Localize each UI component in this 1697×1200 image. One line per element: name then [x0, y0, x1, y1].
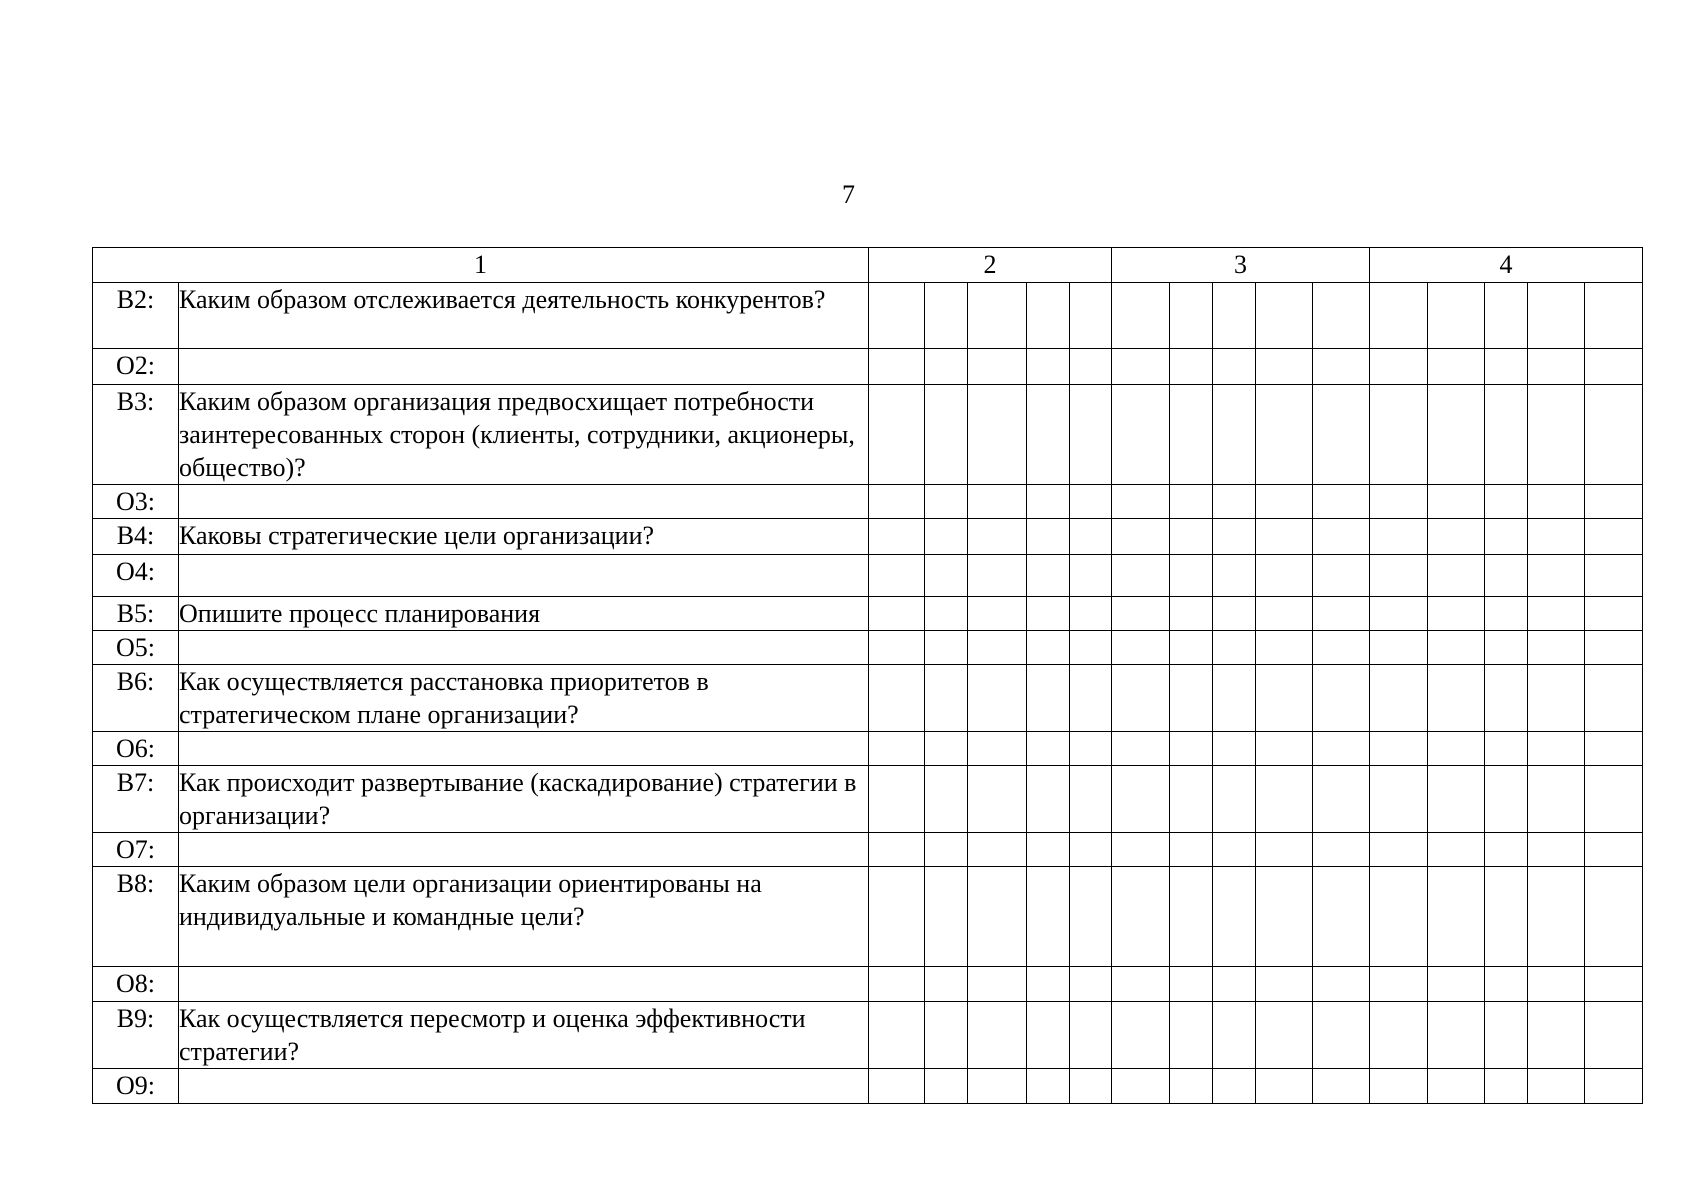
grid-cell: [1370, 555, 1428, 597]
grid-cell: [1313, 732, 1370, 766]
row-code: В4:: [93, 519, 179, 555]
header-col-3: 3: [1112, 248, 1370, 283]
grid-cell: [968, 1069, 1027, 1104]
grid-cell: [925, 833, 968, 867]
grid-cell: [1313, 867, 1370, 967]
grid-cell: [869, 485, 925, 519]
grid-cell: [1313, 1069, 1370, 1104]
answer-cell: [179, 485, 869, 519]
grid-cell: [1428, 1002, 1485, 1069]
grid-cell: [1485, 631, 1528, 665]
grid-cell: [1213, 766, 1256, 833]
answer-cell: [179, 631, 869, 665]
grid-cell: [1027, 385, 1070, 485]
grid-cell: [1585, 283, 1643, 349]
grid-cell: [1112, 1002, 1170, 1069]
grid-cell: [1370, 967, 1428, 1002]
grid-cell: [1027, 597, 1070, 631]
header-col-1: 1: [93, 248, 869, 283]
grid-cell: [1313, 349, 1370, 385]
grid-cell: [1528, 485, 1585, 519]
grid-cell: [1585, 732, 1643, 766]
grid-cell: [1256, 485, 1313, 519]
grid-cell: [1112, 519, 1170, 555]
grid-cell: [1485, 349, 1528, 385]
row-code: В5:: [93, 597, 179, 631]
grid-cell: [1485, 732, 1528, 766]
grid-cell: [1070, 485, 1112, 519]
grid-cell: [869, 967, 925, 1002]
grid-cell: [1485, 385, 1528, 485]
grid-cell: [1528, 519, 1585, 555]
row-code: О4:: [93, 555, 179, 597]
grid-cell: [1170, 1069, 1213, 1104]
grid-cell: [1485, 597, 1528, 631]
answer-cell: [179, 967, 869, 1002]
grid-cell: [968, 519, 1027, 555]
grid-cell: [1027, 1002, 1070, 1069]
table-row: [93, 349, 1643, 385]
grid-cell: [1313, 967, 1370, 1002]
table-row: [93, 766, 1643, 833]
grid-cell: [1428, 833, 1485, 867]
header-row: [93, 248, 1643, 283]
grid-cell: [1313, 597, 1370, 631]
grid-cell: [1585, 385, 1643, 485]
grid-cell: [925, 631, 968, 665]
grid-cell: [1528, 283, 1585, 349]
grid-cell: [1027, 519, 1070, 555]
grid-cell: [1485, 555, 1528, 597]
grid-cell: [1213, 519, 1256, 555]
grid-cell: [1213, 349, 1256, 385]
grid-cell: [1428, 597, 1485, 631]
grid-cell: [1485, 485, 1528, 519]
grid-cell: [1370, 1069, 1428, 1104]
grid-cell: [1428, 485, 1485, 519]
grid-cell: [1112, 1069, 1170, 1104]
grid-cell: [1528, 967, 1585, 1002]
grid-cell: [1370, 597, 1428, 631]
row-code: В3:: [93, 385, 179, 485]
grid-cell: [1585, 597, 1643, 631]
header-col-4: 4: [1370, 248, 1643, 283]
table-row: [93, 732, 1643, 766]
row-code: О3:: [93, 485, 179, 519]
grid-cell: [1256, 967, 1313, 1002]
question-text: Как происходит развертывание (каскадирование) стратегии в организации?: [179, 766, 869, 833]
grid-cell: [869, 766, 925, 833]
grid-cell: [1370, 349, 1428, 385]
row-code: В8:: [93, 867, 179, 967]
grid-cell: [1112, 665, 1170, 732]
grid-cell: [1428, 867, 1485, 967]
grid-cell: [968, 1002, 1027, 1069]
question-text: Как осуществляется расстановка приоритетов в стратегическом плане организации?: [179, 665, 869, 732]
grid-cell: [869, 665, 925, 732]
table-row: [93, 631, 1643, 665]
grid-cell: [1070, 833, 1112, 867]
grid-cell: [1528, 597, 1585, 631]
grid-cell: [1485, 1069, 1528, 1104]
grid-cell: [1370, 631, 1428, 665]
grid-cell: [869, 1002, 925, 1069]
grid-cell: [1528, 665, 1585, 732]
grid-cell: [1585, 665, 1643, 732]
grid-cell: [1485, 833, 1528, 867]
grid-cell: [1213, 867, 1256, 967]
grid-cell: [1070, 555, 1112, 597]
grid-cell: [1070, 519, 1112, 555]
row-code: О5:: [93, 631, 179, 665]
grid-cell: [925, 967, 968, 1002]
grid-cell: [1428, 631, 1485, 665]
answer-cell: [179, 349, 869, 385]
grid-cell: [925, 485, 968, 519]
grid-cell: [1027, 485, 1070, 519]
grid-cell: [1112, 833, 1170, 867]
row-code: В2:: [93, 283, 179, 349]
grid-cell: [869, 732, 925, 766]
grid-cell: [968, 766, 1027, 833]
grid-cell: [968, 967, 1027, 1002]
grid-cell: [1528, 349, 1585, 385]
grid-cell: [1170, 283, 1213, 349]
question-text: Как осуществляется пересмотр и оценка эффективности стратегии?: [179, 1002, 869, 1069]
table-row: [93, 485, 1643, 519]
grid-cell: [1213, 555, 1256, 597]
grid-cell: [1213, 283, 1256, 349]
grid-cell: [1213, 833, 1256, 867]
grid-cell: [1070, 631, 1112, 665]
grid-cell: [1528, 385, 1585, 485]
grid-cell: [1485, 665, 1528, 732]
grid-cell: [1428, 349, 1485, 385]
grid-cell: [1070, 1002, 1112, 1069]
grid-cell: [1027, 555, 1070, 597]
row-code: О2:: [93, 349, 179, 385]
grid-cell: [1428, 519, 1485, 555]
survey-body: [93, 283, 1643, 1104]
grid-cell: [1027, 766, 1070, 833]
grid-cell: [1213, 732, 1256, 766]
grid-cell: [1313, 485, 1370, 519]
grid-cell: [1112, 555, 1170, 597]
grid-cell: [968, 597, 1027, 631]
grid-cell: [968, 283, 1027, 349]
grid-cell: [1213, 1069, 1256, 1104]
grid-cell: [1027, 732, 1070, 766]
grid-cell: [1027, 867, 1070, 967]
header-col-2: 2: [869, 248, 1112, 283]
grid-cell: [1256, 732, 1313, 766]
grid-cell: [1112, 967, 1170, 1002]
question-text: Каким образом цели организации ориентированы на индивидуальные и командные цели?: [179, 867, 869, 967]
row-code: О9:: [93, 1069, 179, 1104]
grid-cell: [1370, 867, 1428, 967]
grid-cell: [925, 665, 968, 732]
grid-cell: [1070, 283, 1112, 349]
grid-cell: [1027, 631, 1070, 665]
grid-cell: [1528, 732, 1585, 766]
grid-cell: [925, 283, 968, 349]
grid-cell: [1370, 665, 1428, 732]
grid-cell: [1256, 519, 1313, 555]
grid-cell: [1070, 967, 1112, 1002]
row-code: О8:: [93, 967, 179, 1002]
grid-cell: [1528, 1069, 1585, 1104]
grid-cell: [1313, 766, 1370, 833]
grid-cell: [968, 732, 1027, 766]
question-text: Каким образом отслеживается деятельность конкурентов?: [179, 283, 869, 349]
grid-cell: [1256, 349, 1313, 385]
grid-cell: [1170, 485, 1213, 519]
grid-cell: [1256, 597, 1313, 631]
grid-cell: [1528, 631, 1585, 665]
grid-cell: [1256, 385, 1313, 485]
grid-cell: [1027, 349, 1070, 385]
answer-cell: [179, 732, 869, 766]
grid-cell: [1485, 1002, 1528, 1069]
grid-cell: [1170, 631, 1213, 665]
grid-cell: [1256, 555, 1313, 597]
grid-cell: [1585, 967, 1643, 1002]
row-code: В9:: [93, 1002, 179, 1069]
grid-cell: [1170, 349, 1213, 385]
grid-cell: [1370, 519, 1428, 555]
grid-cell: [1313, 519, 1370, 555]
grid-cell: [1112, 349, 1170, 385]
grid-cell: [1370, 1002, 1428, 1069]
grid-cell: [1585, 555, 1643, 597]
grid-cell: [1313, 555, 1370, 597]
grid-cell: [968, 833, 1027, 867]
grid-cell: [968, 631, 1027, 665]
grid-cell: [869, 867, 925, 967]
grid-cell: [1070, 732, 1112, 766]
grid-cell: [1528, 766, 1585, 833]
grid-cell: [1370, 283, 1428, 349]
grid-cell: [1370, 385, 1428, 485]
grid-cell: [1027, 665, 1070, 732]
grid-cell: [1170, 867, 1213, 967]
grid-cell: [1170, 1002, 1213, 1069]
grid-cell: [1256, 766, 1313, 833]
grid-cell: [1112, 485, 1170, 519]
grid-cell: [925, 519, 968, 555]
grid-cell: [869, 519, 925, 555]
grid-cell: [1112, 732, 1170, 766]
table-row: [93, 1069, 1643, 1104]
grid-cell: [1170, 833, 1213, 867]
grid-cell: [925, 385, 968, 485]
grid-cell: [968, 555, 1027, 597]
grid-cell: [1213, 1002, 1256, 1069]
grid-cell: [869, 1069, 925, 1104]
grid-cell: [1256, 1002, 1313, 1069]
grid-cell: [1070, 1069, 1112, 1104]
grid-cell: [925, 597, 968, 631]
grid-cell: [968, 867, 1027, 967]
grid-cell: [1528, 1002, 1585, 1069]
table-row: [93, 1002, 1643, 1069]
grid-cell: [1528, 867, 1585, 967]
grid-cell: [1428, 283, 1485, 349]
grid-cell: [1170, 766, 1213, 833]
table-row: [93, 833, 1643, 867]
grid-cell: [1070, 349, 1112, 385]
grid-cell: [1428, 967, 1485, 1002]
table-row: [93, 555, 1643, 597]
grid-cell: [925, 732, 968, 766]
row-code: В6:: [93, 665, 179, 732]
grid-cell: [1256, 665, 1313, 732]
grid-cell: [968, 665, 1027, 732]
row-code: О7:: [93, 833, 179, 867]
grid-cell: [1428, 1069, 1485, 1104]
question-text: Опишите процесс планирования: [179, 597, 869, 631]
grid-cell: [1112, 766, 1170, 833]
table-row: [93, 519, 1643, 555]
grid-cell: [1313, 283, 1370, 349]
grid-cell: [1485, 283, 1528, 349]
grid-cell: [1428, 732, 1485, 766]
table-row: [93, 597, 1643, 631]
grid-cell: [968, 349, 1027, 385]
grid-cell: [1027, 1069, 1070, 1104]
grid-cell: [1370, 766, 1428, 833]
grid-cell: [1112, 283, 1170, 349]
grid-cell: [1428, 665, 1485, 732]
grid-cell: [1528, 555, 1585, 597]
grid-cell: [1313, 665, 1370, 732]
grid-cell: [869, 555, 925, 597]
grid-cell: [1585, 766, 1643, 833]
grid-cell: [1213, 597, 1256, 631]
grid-cell: [1027, 283, 1070, 349]
grid-cell: [1370, 833, 1428, 867]
grid-cell: [869, 833, 925, 867]
grid-cell: [1313, 1002, 1370, 1069]
grid-cell: [869, 631, 925, 665]
page-number: 7: [842, 180, 855, 209]
table-row: [93, 283, 1643, 349]
grid-cell: [1213, 631, 1256, 665]
grid-cell: [1485, 967, 1528, 1002]
grid-cell: [925, 1069, 968, 1104]
question-text: Каковы стратегические цели организации?: [179, 519, 869, 555]
grid-cell: [925, 349, 968, 385]
table-row: [93, 665, 1643, 732]
grid-cell: [1428, 385, 1485, 485]
grid-cell: [1027, 967, 1070, 1002]
grid-cell: [925, 867, 968, 967]
grid-cell: [1313, 833, 1370, 867]
grid-cell: [1112, 867, 1170, 967]
row-code: О6:: [93, 732, 179, 766]
grid-cell: [1170, 967, 1213, 1002]
grid-cell: [869, 349, 925, 385]
survey-table: [92, 247, 1643, 1104]
grid-cell: [1112, 631, 1170, 665]
grid-cell: [1485, 766, 1528, 833]
grid-cell: [1256, 1069, 1313, 1104]
table-row: [93, 867, 1643, 967]
grid-cell: [1585, 1002, 1643, 1069]
grid-cell: [1313, 631, 1370, 665]
grid-cell: [1528, 833, 1585, 867]
grid-cell: [925, 555, 968, 597]
row-code: В7:: [93, 766, 179, 833]
grid-cell: [1170, 732, 1213, 766]
grid-cell: [1585, 485, 1643, 519]
answer-cell: [179, 833, 869, 867]
grid-cell: [1170, 555, 1213, 597]
grid-cell: [1256, 833, 1313, 867]
grid-cell: [1313, 385, 1370, 485]
grid-cell: [1070, 597, 1112, 631]
grid-cell: [869, 597, 925, 631]
grid-cell: [1112, 597, 1170, 631]
grid-cell: [925, 766, 968, 833]
grid-cell: [1070, 867, 1112, 967]
grid-cell: [968, 385, 1027, 485]
grid-cell: [1170, 665, 1213, 732]
grid-cell: [1213, 665, 1256, 732]
grid-cell: [1256, 283, 1313, 349]
answer-cell: [179, 1069, 869, 1104]
grid-cell: [1170, 519, 1213, 555]
grid-cell: [1170, 385, 1213, 485]
grid-cell: [1070, 766, 1112, 833]
grid-cell: [869, 385, 925, 485]
question-text: Каким образом организация предвосхищает потребности заинтересованных сторон (клиенты, сотрудники, акционеры, общество)?: [179, 385, 869, 485]
grid-cell: [1585, 833, 1643, 867]
grid-cell: [1170, 597, 1213, 631]
grid-cell: [1585, 631, 1643, 665]
answer-cell: [179, 555, 869, 597]
grid-cell: [1585, 1069, 1643, 1104]
grid-cell: [1585, 519, 1643, 555]
grid-cell: [1585, 349, 1643, 385]
grid-cell: [1070, 385, 1112, 485]
grid-cell: [1213, 967, 1256, 1002]
grid-cell: [1070, 665, 1112, 732]
grid-cell: [1428, 766, 1485, 833]
grid-cell: [869, 283, 925, 349]
grid-cell: [1485, 519, 1528, 555]
grid-cell: [968, 485, 1027, 519]
grid-cell: [1370, 732, 1428, 766]
table-row: [93, 385, 1643, 485]
grid-cell: [1213, 385, 1256, 485]
grid-cell: [1112, 385, 1170, 485]
grid-cell: [1370, 485, 1428, 519]
grid-cell: [1428, 555, 1485, 597]
grid-cell: [1485, 867, 1528, 967]
grid-cell: [1256, 631, 1313, 665]
grid-cell: [1256, 867, 1313, 967]
grid-cell: [1585, 867, 1643, 967]
grid-cell: [1213, 485, 1256, 519]
grid-cell: [925, 1002, 968, 1069]
grid-cell: [1027, 833, 1070, 867]
table-row: [93, 967, 1643, 1002]
